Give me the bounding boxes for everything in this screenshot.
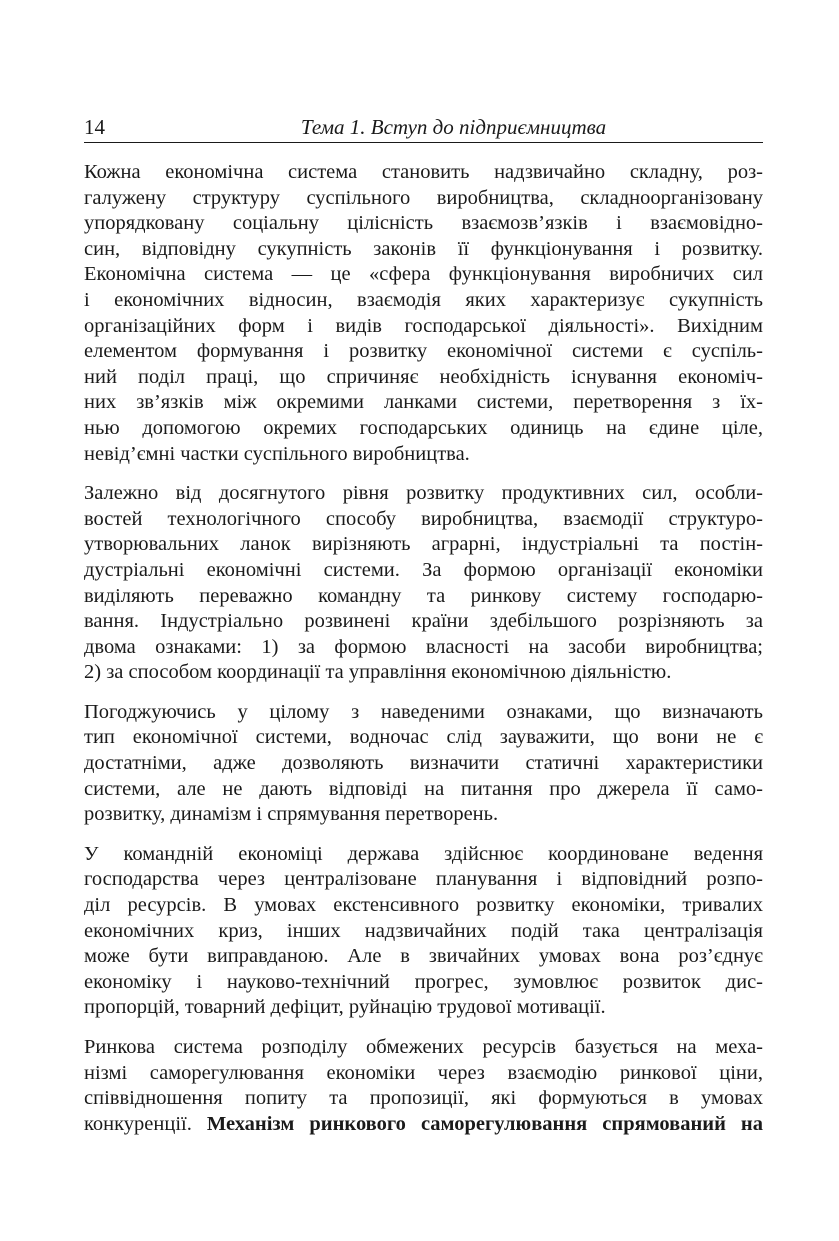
body-text xyxy=(84,160,763,1137)
text-line: господарства через централізоване планування і відповідний розпо- xyxy=(84,868,763,891)
text-line: тип економічної системи, водночас слід зауважити, що вони не є xyxy=(84,726,763,749)
paragraph-2 xyxy=(84,481,763,686)
text-line: системи, але не дають відповіді на питання про джерела її само- xyxy=(84,777,763,800)
text-line: елементом формування і розвитку економічної системи є суспіль- xyxy=(84,340,763,363)
text-line: Економічна система — це «сфера функціонування виробничих сил xyxy=(84,263,763,286)
text-line: виділяють переважно командну та ринкову систему господарю- xyxy=(84,584,763,607)
text-line-mixed xyxy=(84,1112,763,1138)
running-header xyxy=(84,112,763,143)
text-line: ний поділ праці, що спричиняє необхідність існування економіч- xyxy=(84,365,763,388)
text-line: 2) за способом координації та управління економічною діяльністю. xyxy=(84,661,672,684)
text-line: достатніми, адже дозволяють визначити статичні характеристики xyxy=(84,752,763,775)
text-line: співвідношення попиту та пропозиції, які формуються в умовах xyxy=(84,1087,763,1110)
text-line: Ринкова система розподілу обмежених ресурсів базується на меха- xyxy=(84,1036,763,1058)
text-line: Кожна економічна система становить надзвичайно складну, роз- xyxy=(84,161,763,183)
text-line: галужену структуру суспільного виробництва, складноорганізовану xyxy=(84,186,763,209)
text-line: пропорцій, товарний дефіцит, руйнацію трудової мотивації. xyxy=(84,996,606,1019)
text-line: Залежно від досягнутого рівня розвитку продуктивних сил, особли- xyxy=(84,482,763,505)
page-number: 14 xyxy=(84,115,105,139)
paragraph-3 xyxy=(84,700,763,828)
book-page xyxy=(84,112,763,1151)
text-line: може бути виправданою. Але в звичайних умовах вона роз’єднує xyxy=(84,945,763,968)
plain-text: конкуренції. xyxy=(84,1112,207,1135)
text-line: упорядковану соціальну цілісність взаємозв’язків і взаємовідно- xyxy=(84,212,763,235)
text-line: невід’ємні частки суспільного виробництва. xyxy=(84,442,470,465)
text-line: Погоджуючись у цілому з наведеними ознаками, що визначають xyxy=(84,700,763,723)
paragraph-4 xyxy=(84,842,763,1021)
text-line: нью допомогою окремих господарських одиниць на єдине ціле, xyxy=(84,416,763,439)
text-line: У командній економіці держава здійснює координоване ведення xyxy=(84,842,763,865)
text-line: нізмі саморегулювання економіки через взаємодію ринкової ціни, xyxy=(84,1061,763,1084)
paragraph-5 xyxy=(84,1035,763,1137)
text-line: організаційних форм і видів господарської діяльності». Вихідним xyxy=(84,314,763,337)
text-line: дустріальні економічні системи. За формою організації економіки xyxy=(84,558,763,581)
text-line: розвитку, динамізм і спрямування перетворень. xyxy=(84,803,499,826)
text-line: вання. Індустріально розвинені країни здебільшого розрізняють за xyxy=(84,610,763,633)
text-line: діл ресурсів. В умовах екстенсивного розвитку економіки, тривалих xyxy=(84,894,763,917)
text-line: утворювальних ланок вирізняють аграрні, індустріальні та постін- xyxy=(84,533,763,556)
paragraph-1 xyxy=(84,160,763,467)
chapter-title: Тема 1. Вступ до підприємництва xyxy=(300,115,607,139)
bold-emphasis-text: Механізм ринкового саморегулювання спрямований на xyxy=(206,1112,763,1135)
text-line: син, відповідну сукупність законів її функціонування і розвитку. xyxy=(84,237,763,260)
text-line: економіку і науково-технічний прогрес, зумовлює розвиток дис- xyxy=(84,970,763,993)
text-line: востей технологічного способу виробництва, взаємодії структуро- xyxy=(84,507,763,530)
text-line: двома ознаками: 1) за формою власності на засоби виробництва; xyxy=(84,635,763,658)
text-line: і економічних відносин, взаємодія яких характеризує сукупність xyxy=(84,288,763,311)
text-line: економічних криз, інших надзвичайних подій така централізація xyxy=(84,919,763,942)
text-line: них зв’язків між окремими ланками системи, перетворення з їх- xyxy=(84,391,763,414)
